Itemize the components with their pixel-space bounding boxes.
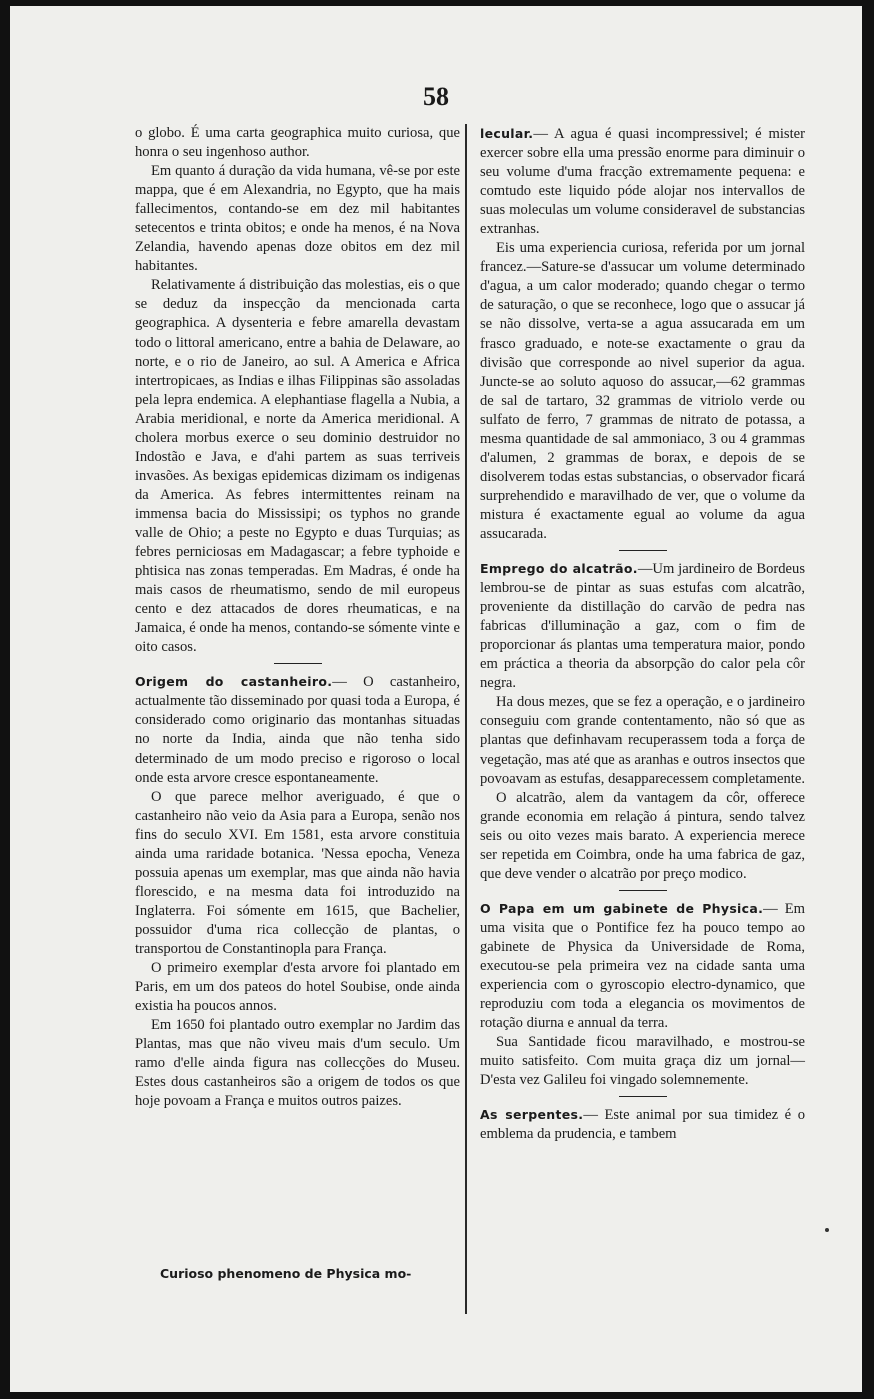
paragraph: Em 1650 foi plantado outro exemplar no Jardim das Plantas, mas que não viveu mais d'um seculo. Um ramo d'elle ainda figura nas collecções do Museu. Estes dous castanheiros são a origem de todos os que hoje povoam a França e muitos outros paizes. bbox=[135, 1017, 460, 1110]
right-column bbox=[480, 124, 805, 1144]
article-serpentes bbox=[480, 1105, 805, 1144]
paragraph: O primeiro exemplar d'esta arvore foi plantado em Paris, em um dos pateos do hotel Soubise, onde ainda existia ha poucos annos. bbox=[135, 960, 460, 1015]
article-alcatrao bbox=[480, 559, 805, 693]
paragraph: O que parece melhor averiguado, é que o castanheiro não veio da Asia para a Europa, senão nos fins do seculo XVI. Em 1581, esta arvore constituia ainda uma raridade botanica. 'Nessa epocha, Veneza possuia apenas um exemplar, mas que ainda não havia florescido, e na mesma data foi introduzido na Inglaterra. Foi sómente em 1615, que Bachelier, possuidor d'uma rica collecção de plantas, o transportou de Constantinopla para França. bbox=[135, 788, 460, 957]
ink-speck bbox=[825, 1228, 829, 1232]
newspaper-page bbox=[10, 6, 862, 1392]
article-lead: — Este animal por sua timidez é o emblema da prudencia, e tambem bbox=[480, 1107, 805, 1143]
page-number: 58 bbox=[423, 82, 449, 111]
article-heading: Origem do castanheiro. bbox=[135, 674, 333, 690]
article-castanheiro bbox=[135, 672, 460, 787]
paragraph: Ha dous mezes, que se fez a operação, e o jardineiro conseguiu com grande contentamento, não só que as plantas que definhavam recuperassem toda a força de vegetação, mas até que as aranhas e outros insectos que povoavam as estufas, desapparecessem completamente. bbox=[480, 694, 805, 787]
paragraph: Em quanto á duração da vida humana, vê-se por este mappa, que é em Alexandria, no Egypto, que ha mais fallecimentos, contando-se em dez mil habitantes setecentos e trinta obitos; e onde ha menos, é na Nova Zelandia, havendo apenas doze obitos em dez mil habitantes. bbox=[135, 163, 460, 275]
left-column bbox=[135, 124, 460, 1111]
paragraph: Sua Santidade ficou maravilhado, e mostrou-se muito satisfeito. Com muita graça diz um jornal—D'esta vez Galileu foi vingado solemnemente. bbox=[480, 1034, 805, 1089]
article-lead: — O castanheiro, actualmente tão disseminado por quasi toda a Europa, é considerado como originario das montanhas situadas no norte da India, ainda que não tenha sido determinado de um modo preciso e rigoroso o local onde esta arvore cresce espontaneamente. bbox=[135, 674, 460, 786]
article-heading: O Papa em um gabinete de Physica. bbox=[480, 900, 764, 916]
section-separator bbox=[619, 550, 667, 551]
article-heading: Emprego do alcatrão. bbox=[480, 561, 638, 577]
paragraph: o globo. É uma carta geographica muito curiosa, que honra o seu ingenhoso author. bbox=[135, 125, 460, 161]
article-lead: — A agua é quasi incompressivel; é mister exercer sobre ella uma pressão enorme para diminuir o seu volume d'uma fracção extremamente pequena: e comtudo este liquido póde alojar nos intervallos de suas moleculas um volume consideravel de substancias extranhas. bbox=[480, 126, 805, 238]
article-heading-continued: Curioso phenomeno de Physica mo- bbox=[160, 1266, 412, 1281]
section-separator bbox=[619, 1096, 667, 1097]
article-heading: As serpentes. bbox=[480, 1107, 584, 1123]
paragraph: Eis uma experiencia curiosa, referida por um jornal francez.—Sature-se d'assucar um volume determinado d'agua, a um calor moderado; quando chegar o termo de saturação, o que se reconhece, logo que o assucar já se não dissolve, verta-se a agua assucarada em um frasco graduado, e note-se exactamente o grau da divisão que corresponde ao nivel superior da agua. Juncte-se ao soluto aquoso do assucar,—62 grammas de sal de tartaro, 32 grammas de vitriolo verde ou sulfato de ferro, 7 grammas de nitrato de potassa, a mesma quantidade de sal ammoniaco, 3 ou 4 grammas d'alumen, 2 grammas de borax, e depois de se disolverem todas estas substancias, o observador ficará surprehendido e maravilhado de ver, que o volume da mistura é exactamente egual ao volume da agua assucarada. bbox=[480, 240, 805, 542]
paragraph: O alcatrão, alem da vantagem da côr, offerece grande economia em relação á pintura, sendo talvez seis ou oito vezes mais barato. A experiencia merece ser repetida em Coimbra, onde ha uma fabrica de gaz, que deve vender o alcatrão por preço modico. bbox=[480, 789, 805, 882]
article-lead: —Um jardineiro de Bordeus lembrou-se de pintar as suas estufas com alcatrão, proveniente da distillação do carvão de pedra nas fabricas d'illuminação a gaz, com o fim de proporcionar ás plantas uma temperatura maior, pondo em práctica a theoria da absorpção do calor pela côr negra. bbox=[480, 561, 805, 692]
section-separator bbox=[619, 890, 667, 891]
column-divider bbox=[465, 124, 467, 1314]
paragraph: Relativamente á distribuição das molestias, eis o que se deduz da inspecção da mencionada carta geographica. A dysenteria e febre amarella devastam todo o littoral americano, entre a bahia de Delaware, ao norte, e o rio de Janeiro, ao sul. A America e Africa intertropicaes, as Indias e ilhas Filippinas são assoladas pela lepra endemica. A elephantiase flagella a Nubia, a Arabia meridional, e norte da America meridional. A cholera morbus exerce o seu dominio destruidor no Indostão e Java, e d'ahi partem as suas terriveis invasões. As bexigas epidemicas dizimam os indigenas da America. As febres intermittentes reinam na immensa bacia do Mississipi; os typhos no grande valle de Ohio; a peste no Egypto e duas Turquias; as febres perniciosas em Madagascar; a febre typhoide e phtisica nas zonas temperadas. Em Madras, é onde ha mais casos de rheumatismo, sendo de mil europeus cento e dez attacados de dores rheumaticas, e na Jamaica, é onde ha menos, contando-se sómente vinte e oito casos. bbox=[135, 277, 461, 656]
article-continuation bbox=[480, 124, 805, 239]
article-lead: — Em uma visita que o Pontifice fez ha pouco tempo ao gabinete de Physica da Universidade de Roma, executou-se pela primeira vez na cidade santa uma experiencia com o gyroscopio electro-dynamico, que reproduziu com toda a elegancia os movimentos de rotação diurna e annual da terra. bbox=[480, 900, 805, 1032]
article-papa bbox=[480, 899, 805, 1033]
article-heading: lecular. bbox=[480, 126, 534, 141]
section-separator bbox=[274, 663, 322, 664]
